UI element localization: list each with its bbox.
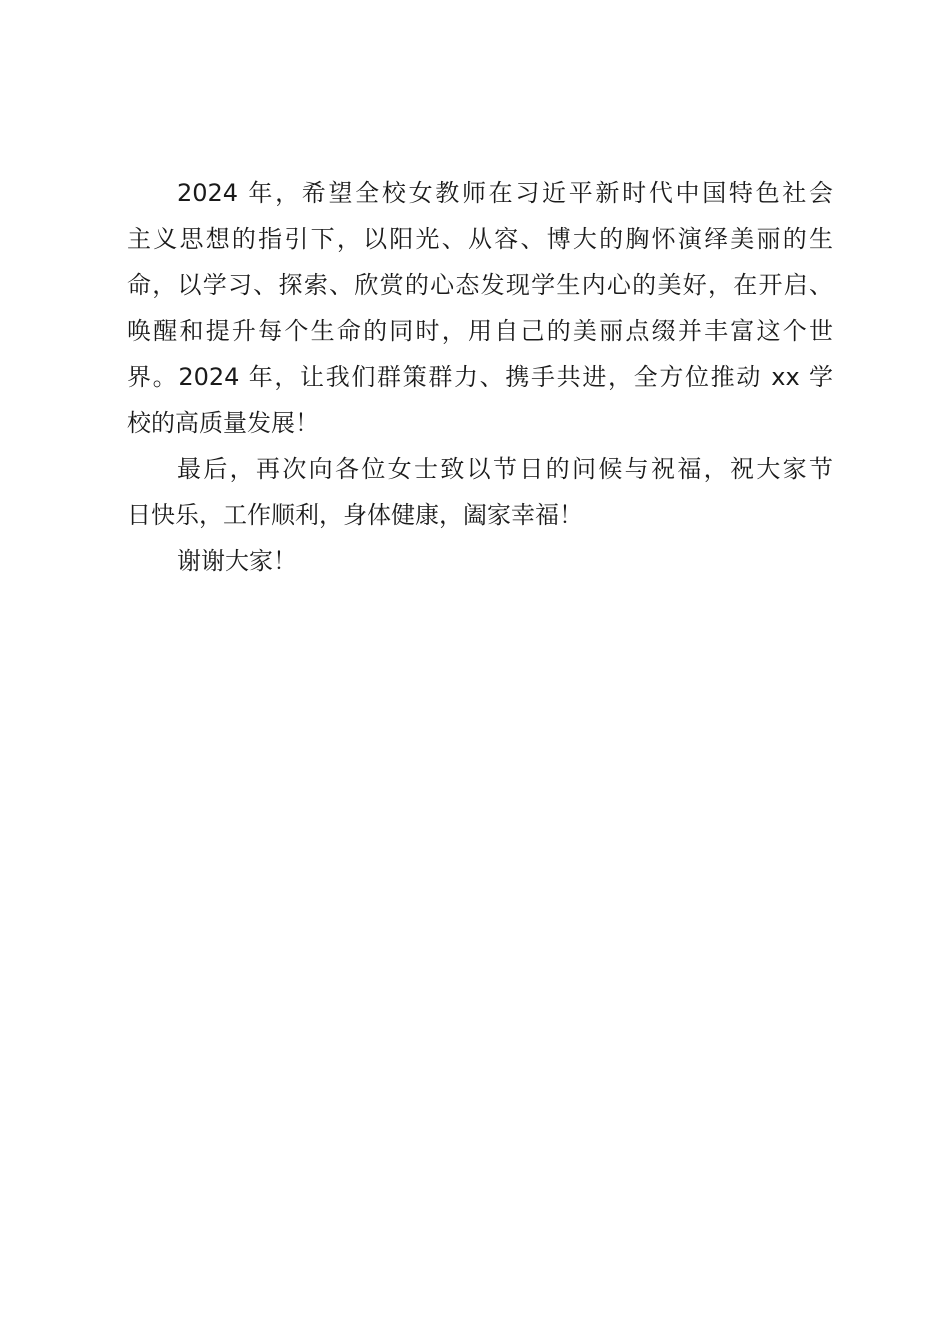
- closing-line: 谢谢大家！: [177, 547, 297, 575]
- paragraph-line: 界。2024 年，让我们群策群力、携手共进，全方位推动 xx 学: [127, 363, 833, 391]
- paragraph-line: 命，以学习、探索、欣赏的心态发现学生内心的美好，在开启、: [127, 271, 833, 299]
- paragraph-line: 最后，再次向各位女士致以节日的问候与祝福，祝大家节: [177, 455, 833, 483]
- paragraph-line: 校的高质量发展！: [127, 409, 319, 437]
- paragraph-line: 主义思想的指引下，以阳光、从容、博大的胸怀演绎美丽的生: [127, 225, 833, 253]
- paragraph-line: 日快乐，工作顺利，身体健康，阖家幸福！: [127, 501, 583, 529]
- document-body: [127, 170, 833, 584]
- paragraph-2: [127, 446, 833, 538]
- paragraph-3: [127, 538, 833, 584]
- paragraph-1: [127, 170, 833, 446]
- paragraph-line: 2024 年，希望全校女教师在习近平新时代中国特色社会: [177, 179, 833, 207]
- paragraph-line: 唤醒和提升每个生命的同时，用自己的美丽点缀并丰富这个世: [127, 317, 833, 345]
